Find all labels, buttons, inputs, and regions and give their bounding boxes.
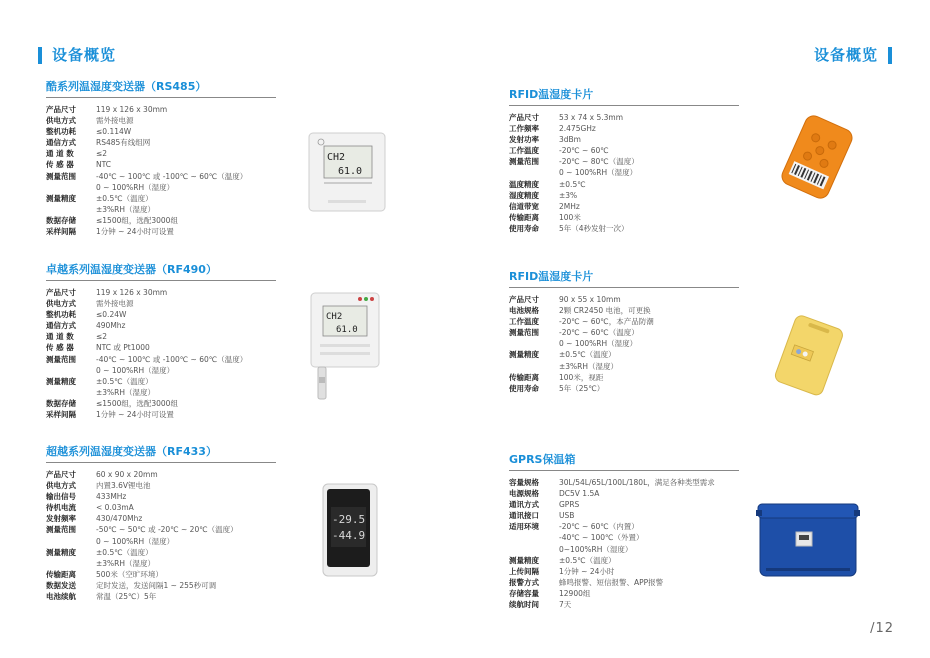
spec-row (509, 212, 739, 223)
spec-label (509, 338, 559, 349)
spec-row (509, 383, 739, 394)
spec-row (509, 566, 739, 577)
spec-value: ≤2 (96, 332, 108, 342)
spec-value: NTC 或 Pt1000 (96, 343, 150, 353)
spec-value: ±0.5℃（温度） (559, 555, 616, 565)
spec-value: -40℃ ~ 100℃（外置） (559, 533, 644, 543)
spec-row (46, 558, 276, 569)
spec-row (509, 223, 739, 234)
spec-list (46, 104, 276, 237)
spec-value: 60 x 90 x 20mm (96, 470, 158, 479)
spec-row (46, 126, 276, 137)
spec-label (509, 532, 559, 543)
spec-row (509, 599, 739, 610)
spec-row (46, 137, 276, 148)
spec-value: ±0.5℃（温度） (559, 350, 616, 360)
spec-label (509, 167, 559, 178)
product-title: 超越系列温湿度变送器（RF433） (46, 443, 276, 463)
product-title: RFID温湿度卡片 (509, 86, 739, 106)
spec-label: 测量范围 (509, 328, 539, 338)
spec-row (509, 316, 739, 327)
spec-label: 测量精度 (46, 547, 76, 557)
spec-row (46, 365, 276, 376)
spec-value: 需外接电源 (96, 299, 134, 309)
spec-value: GPRS (559, 500, 580, 510)
spec-value: RS485有线组网 (96, 138, 151, 148)
spec-row (509, 544, 739, 555)
spec-value: 90 x 55 x 10mm (559, 295, 621, 304)
spec-label: 供电方式 (46, 299, 76, 309)
spec-value: 119 x 126 x 30mm (96, 288, 168, 297)
spec-label (509, 544, 559, 555)
spec-value: 2.475GHz (559, 124, 596, 134)
spec-row (509, 555, 739, 566)
spec-label (46, 387, 96, 398)
spec-row (46, 171, 276, 182)
spec-label (46, 182, 96, 193)
spec-row (509, 532, 739, 543)
spec-row (509, 156, 739, 167)
gprs-box-image (756, 498, 860, 584)
spec-value: 0 ~ 100%RH（湿度） (96, 182, 175, 192)
spec-label: 测量精度 (46, 376, 76, 386)
spec-label: 电源规格 (509, 489, 539, 499)
product-rfid-card-2 (509, 268, 739, 394)
spec-value: -20℃ ~ 60℃（内置） (559, 522, 639, 532)
spec-value: NTC (96, 160, 111, 170)
spec-row (46, 193, 276, 204)
spec-row (46, 354, 276, 365)
spec-label (46, 558, 96, 569)
spec-label (46, 204, 96, 215)
spec-label: 测量范围 (46, 171, 76, 181)
spec-row (46, 547, 276, 558)
spec-value: ≤1500组，选配3000组 (96, 215, 178, 225)
spec-row (46, 148, 276, 159)
product-title: 酷系列温湿度变送器（RS485） (46, 78, 276, 98)
spec-row (509, 190, 739, 201)
rfid-card-orange-image (768, 112, 866, 206)
spec-value: 1分钟 ~ 24小时可设置 (96, 227, 174, 237)
spec-row (509, 488, 739, 499)
spec-value: ±0.5℃ (559, 179, 586, 189)
spec-label: 测量精度 (509, 350, 539, 360)
spec-label: 数据存储 (46, 215, 76, 225)
spec-row (46, 159, 276, 170)
spec-row (509, 145, 739, 156)
spec-list (509, 112, 739, 234)
spec-label: 采样间隔 (46, 410, 76, 420)
spec-label: 数据存储 (46, 398, 76, 408)
page-number: /12 (870, 621, 894, 636)
spec-row (509, 577, 739, 588)
spec-value: 蜂鸣报警、短信报警、APP报警 (559, 577, 664, 587)
spec-label: 测量范围 (46, 525, 76, 535)
spec-label: 通 道 数 (46, 332, 74, 342)
spec-row (509, 112, 739, 123)
spec-row (46, 480, 276, 491)
spec-label: 报警方式 (509, 577, 539, 587)
lcd-line2: 61.0 (338, 166, 363, 177)
spec-value: ±3%RH（湿度） (96, 558, 156, 568)
spec-label: 工作频率 (509, 124, 539, 134)
spec-value: 490Mhz (96, 321, 126, 331)
spec-value: ±3% (559, 190, 578, 200)
spec-value: 430/470Mhz (96, 514, 143, 524)
spec-value: 2颗 CR2450 电池，可更换 (559, 306, 651, 316)
spec-value: 需外接电源 (96, 116, 134, 126)
spec-value: 500米（空旷环境） (96, 569, 163, 579)
spec-row (509, 588, 739, 599)
spec-row (46, 215, 276, 226)
spec-value: -20℃ ~ 80℃（温度） (559, 157, 639, 167)
spec-value: 0 ~ 100%RH（湿度） (96, 536, 175, 546)
spec-row (46, 409, 276, 420)
spec-value: 2MHz (559, 201, 580, 211)
spec-row (509, 123, 739, 134)
spec-value: 0 ~ 100%RH（湿度） (96, 365, 175, 375)
lcd-line2: -44.9 (332, 529, 366, 542)
spec-row (46, 387, 276, 398)
spec-row (46, 591, 276, 602)
product-rf490 (46, 261, 276, 420)
spec-value: 0 ~ 100%RH（湿度） (559, 168, 638, 178)
spec-row (509, 167, 739, 178)
spec-label: 通信方式 (46, 138, 76, 148)
spec-value: 内置3.6V锂电池 (96, 481, 151, 491)
spec-value: 100米 (559, 212, 581, 222)
spec-value: 0 ~ 100%RH（湿度） (559, 339, 638, 349)
spec-label: 工作温度 (509, 317, 539, 327)
spec-label: 信道带宽 (509, 201, 539, 211)
spec-row (46, 226, 276, 237)
spec-value: < 0.03mA (96, 503, 134, 513)
spec-value: -20℃ ~ 60℃ (559, 146, 609, 156)
spec-value: 7天 (559, 600, 572, 610)
spec-value: ±3%RH（湿度） (96, 204, 156, 214)
spec-row (46, 182, 276, 193)
spec-label (509, 361, 559, 372)
spec-row (509, 327, 739, 338)
spec-label: 发射功率 (509, 135, 539, 145)
spec-value: -20℃ ~ 60℃，本产品防潮 (559, 317, 654, 327)
spec-label: 整机功耗 (46, 127, 76, 137)
spec-label: 测量精度 (509, 555, 539, 565)
spec-value: 5年（25℃） (559, 383, 605, 393)
spec-list (509, 294, 739, 394)
spec-row (46, 398, 276, 409)
product-rs485 (46, 78, 276, 237)
spec-row (509, 134, 739, 145)
product-title: 卓越系列温湿度变送器（RF490） (46, 261, 276, 281)
spec-value: 定时发送，发送间隔1 ~ 255秒可调 (96, 580, 217, 590)
spec-value: DC5V 1.5A (559, 489, 600, 499)
spec-label: 通 道 数 (46, 149, 74, 159)
spec-value: 53 x 74 x 5.3mm (559, 113, 624, 122)
spec-value: ≤2 (96, 149, 108, 159)
product-title: GPRS保温箱 (509, 451, 739, 471)
product-title: RFID温湿度卡片 (509, 268, 739, 288)
spec-value: 1分钟 ~ 24小时可设置 (96, 410, 174, 420)
spec-label: 存储容量 (509, 588, 539, 598)
spec-row (46, 376, 276, 387)
spec-label: 传 感 器 (46, 160, 74, 170)
spec-label: 传 感 器 (46, 343, 74, 353)
spec-value: ≤0.114W (96, 127, 132, 137)
spec-value: 1分钟 ~ 24小时 (559, 566, 615, 576)
spec-row (509, 510, 739, 521)
spec-label: 发射频率 (46, 514, 76, 524)
spec-row (46, 298, 276, 309)
product-gprs-box (509, 451, 739, 610)
spec-label: 测量范围 (509, 157, 539, 167)
spec-value: ±0.5℃（温度） (96, 376, 153, 386)
rs485-device-image (308, 132, 386, 216)
spec-row (46, 524, 276, 535)
spec-label: 供电方式 (46, 116, 76, 126)
spec-row (509, 201, 739, 212)
spec-label: 传输距离 (46, 569, 76, 579)
spec-value: USB (559, 511, 575, 521)
spec-value: ±0.5℃（温度） (96, 547, 153, 557)
spec-label: 供电方式 (46, 481, 76, 491)
product-rf433 (46, 443, 276, 602)
spec-value: -20℃ ~ 60℃（温度） (559, 328, 639, 338)
spec-label: 整机功耗 (46, 310, 76, 320)
section-header-left: 设备概览 (38, 47, 116, 64)
lcd-line2: 61.0 (336, 325, 358, 335)
spec-value: 433MHz (96, 492, 127, 502)
spec-row (46, 309, 276, 320)
spec-value: -40℃ ~ 100℃ 或 -100℃ ~ 60℃（温度） (96, 354, 248, 364)
spec-list (46, 469, 276, 602)
spec-label: 容量规格 (509, 478, 539, 487)
spec-row (509, 338, 739, 349)
spec-row (46, 115, 276, 126)
spec-list (509, 477, 739, 610)
spec-label: 产品尺寸 (509, 295, 539, 304)
spec-row (46, 491, 276, 502)
spec-value: 119 x 126 x 30mm (96, 105, 168, 114)
spec-label: 通讯方式 (509, 500, 539, 510)
spec-label: 产品尺寸 (509, 113, 539, 122)
lcd-line1: CH2 (327, 152, 346, 163)
spec-value: 12900组 (559, 588, 591, 598)
spec-list (46, 287, 276, 420)
spec-label: 温度精度 (509, 179, 539, 189)
spec-label: 续航时间 (509, 600, 539, 610)
spec-row (509, 179, 739, 190)
spec-value: -50℃ ~ 50℃ 或 -20℃ ~ 20℃（温度） (96, 525, 238, 535)
spec-row (509, 305, 739, 316)
spec-label: 测量精度 (46, 193, 76, 203)
spec-row (46, 502, 276, 513)
spec-row (46, 331, 276, 342)
spec-label: 使用寿命 (509, 383, 539, 393)
spec-row (509, 521, 739, 532)
spec-label: 产品尺寸 (46, 105, 76, 114)
spec-value: ≤0.24W (96, 310, 127, 320)
spec-row (509, 294, 739, 305)
spec-row (509, 477, 739, 488)
rf433-device-image (322, 483, 378, 581)
spec-label: 产品尺寸 (46, 288, 76, 297)
spec-row (46, 580, 276, 591)
spec-row (509, 499, 739, 510)
product-rfid-card-1 (509, 86, 739, 234)
lcd-line1: CH2 (326, 312, 343, 322)
spec-label: 适用环境 (509, 522, 539, 532)
spec-value: 常温（25℃）5年 (96, 592, 157, 602)
spec-label: 传输距离 (509, 372, 539, 382)
spec-label: 通讯接口 (509, 511, 539, 521)
spec-label (46, 365, 96, 376)
section-header-right: 设备概览 (814, 47, 892, 64)
spec-label: 工作温度 (509, 146, 539, 156)
spec-label: 采样间隔 (46, 227, 76, 237)
spec-label: 待机电流 (46, 503, 76, 513)
spec-row (46, 513, 276, 524)
rfid-card-yellow-image (758, 312, 858, 402)
spec-row (46, 320, 276, 331)
spec-value: 0~100%RH（湿度） (559, 544, 633, 554)
spec-row (509, 372, 739, 383)
lcd-line1: -29.5 (332, 513, 366, 526)
spec-row (46, 536, 276, 547)
spec-label: 测量范围 (46, 354, 76, 364)
spec-value: ±0.5℃（温度） (96, 193, 153, 203)
spec-label (46, 536, 96, 547)
spec-label: 上传间隔 (509, 566, 539, 576)
spec-value: 30L/54L/65L/100L/180L，满足各种类型需求 (559, 478, 715, 487)
spec-row (46, 569, 276, 580)
spec-row (46, 342, 276, 353)
spec-row (46, 469, 276, 480)
spec-row (509, 349, 739, 360)
spec-label: 使用寿命 (509, 223, 539, 233)
spec-row (46, 104, 276, 115)
spec-label: 数据发送 (46, 580, 76, 590)
spec-value: -40℃ ~ 100℃ 或 -100℃ ~ 60℃（温度） (96, 171, 248, 181)
spec-label: 电池规格 (509, 306, 539, 316)
spec-value: ≤1500组，选配3000组 (96, 398, 178, 408)
spec-label: 湿度精度 (509, 190, 539, 200)
spec-value: 3dBm (559, 135, 581, 145)
spec-label: 传输距离 (509, 212, 539, 222)
spec-row (46, 287, 276, 298)
spec-value: ±3%RH（湿度） (559, 361, 619, 371)
spec-row (46, 204, 276, 215)
spec-label: 输出信号 (46, 492, 76, 502)
spec-label: 产品尺寸 (46, 470, 76, 479)
spec-value: 5年（4秒发射一次） (559, 223, 629, 233)
spec-value: 100米，视距 (559, 372, 604, 382)
spec-value: ±3%RH（湿度） (96, 387, 156, 397)
spec-row (509, 361, 739, 372)
spec-label: 电池续航 (46, 592, 76, 602)
spec-label: 通信方式 (46, 321, 76, 331)
rf490-device-image (310, 292, 380, 406)
